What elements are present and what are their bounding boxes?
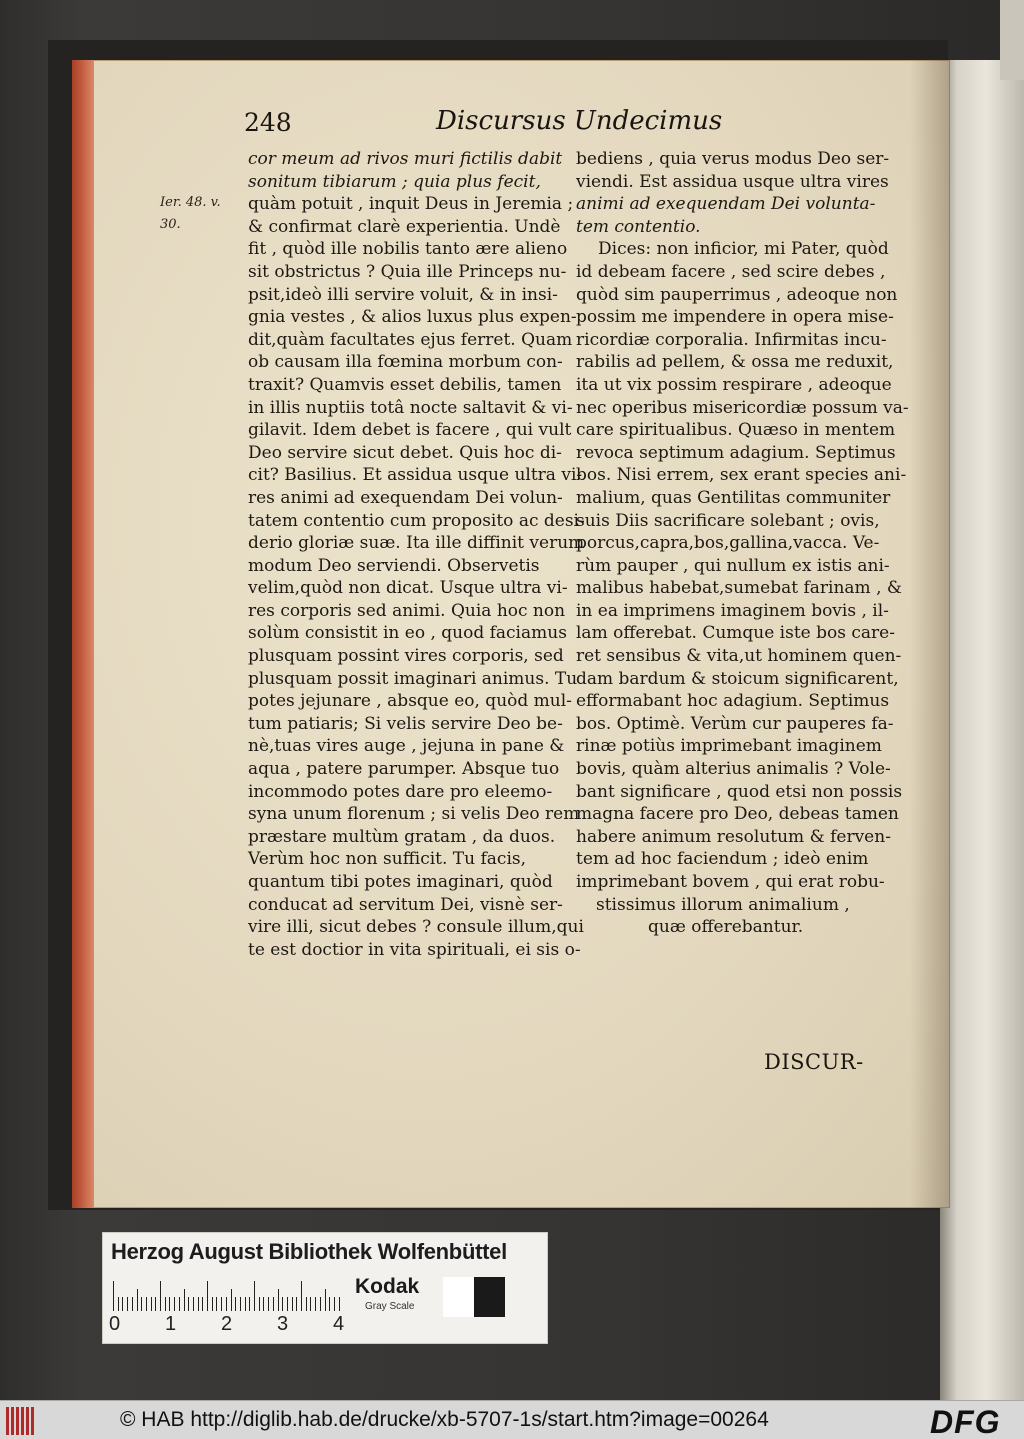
logo-bar xyxy=(6,1407,9,1435)
text-line: velim,quòd non dicat. Usque ultra vi- xyxy=(248,578,568,599)
text-line: ricordiæ corporalia. Infirmitas incu- xyxy=(576,329,887,350)
text-line: animi ad exequendam Dei volunta- xyxy=(576,194,876,215)
ruler-tick xyxy=(235,1297,236,1311)
ruler-tick xyxy=(320,1297,321,1311)
text-line: bovis, quàm alterius animalis ? Vole- xyxy=(576,759,891,780)
ruler-tick xyxy=(310,1297,311,1311)
text-line: psit,ideò illi servire voluit, & in insi- xyxy=(248,284,558,305)
kodak-brand: Kodak xyxy=(355,1275,420,1298)
white-swatch xyxy=(443,1277,474,1317)
card-title: Herzog August Bibliothek Wolfenbüttel xyxy=(111,1239,507,1264)
text-line: malium, quas Gentilitas communiter xyxy=(576,487,891,508)
text-line: ob causam illa fœmina morbum con- xyxy=(248,352,563,373)
text-line: sonitum tibiarum ; quia plus fecit, xyxy=(248,171,541,192)
text-line: efformabant hoc adagium. Septimus xyxy=(576,691,890,712)
margin-note xyxy=(160,192,221,236)
ruler-tick xyxy=(339,1297,340,1311)
left-column xyxy=(248,148,585,961)
margin-note-line: 30. xyxy=(160,217,181,232)
text-line: aqua , patere parumper. Absque tuo xyxy=(248,759,560,780)
ruler-tick xyxy=(268,1297,269,1311)
text-line: potes jejunare , absque eo, quòd mul- xyxy=(248,691,572,712)
ruler-tick xyxy=(259,1297,260,1311)
ruler-tick xyxy=(231,1289,232,1311)
ruler-number: 0 xyxy=(109,1313,121,1335)
text-line: nec operibus misericordiæ possum va- xyxy=(576,397,909,418)
text-line: viendi. Est assidua usque ultra vires xyxy=(576,171,889,192)
text-line: syna unum florenum ; si velis Deo rem xyxy=(248,804,580,825)
text-line: sit obstrictus ? Quia ille Princeps nu- xyxy=(248,261,567,282)
logo-bar xyxy=(11,1407,14,1435)
ruler-tick xyxy=(202,1297,203,1311)
ruler-tick xyxy=(179,1297,180,1311)
text-line: lam offerebat. Cumque iste bos care- xyxy=(576,623,895,644)
ruler-tick xyxy=(287,1297,288,1311)
ruler-tick xyxy=(169,1297,170,1311)
ruler-tick xyxy=(151,1297,152,1311)
ruler-numbers xyxy=(109,1313,349,1339)
ruler-tick xyxy=(198,1297,199,1311)
text-line: porcus,capra,bos,gallina,vacca. Ve- xyxy=(576,533,880,554)
black-swatch xyxy=(474,1277,505,1317)
ruler-tick xyxy=(188,1297,189,1311)
ruler-tick xyxy=(245,1297,246,1311)
text-line: Verùm hoc non sufficit. Tu facis, xyxy=(248,849,527,870)
text-line: tem contentio. xyxy=(576,216,701,237)
text-line: ret sensibus & vita,ut hominem quen- xyxy=(576,646,902,667)
text-line: gilavit. Idem debet is facere , qui vult xyxy=(248,420,572,441)
text-line: tem ad hoc faciendum ; ideò enim xyxy=(576,849,869,870)
logo-bar xyxy=(31,1407,34,1435)
ruler-tick xyxy=(132,1297,133,1311)
text-line: conducat ad servitum Dei, visnè ser- xyxy=(248,894,563,915)
text-line: derio gloriæ suæ. Ita ille diffinit verum xyxy=(248,533,585,554)
text-line: rùm pauper , qui nullum ex istis ani- xyxy=(576,555,890,576)
right-page-stack xyxy=(940,60,1024,1400)
text-line: traxit? Quamvis esset debilis, tamen xyxy=(248,374,562,395)
ruler-tick xyxy=(207,1281,208,1311)
text-line: quæ offerebantur. xyxy=(648,917,804,938)
ruler-tick xyxy=(249,1297,250,1311)
page-number: 248 xyxy=(244,108,292,137)
page-gutter-shadow xyxy=(910,60,950,1208)
page-red-edge xyxy=(72,60,94,1208)
text-line: bos. Nisi errem, sex erant species ani- xyxy=(576,465,907,486)
ruler-tick xyxy=(113,1281,114,1311)
text-line: quantum tibi potes imaginari, quòd xyxy=(248,872,553,892)
text-line: quòd sim pauperrimus , adeoque non xyxy=(576,284,898,305)
text-line: plusquam possit imaginari animus. Tu xyxy=(248,668,578,689)
text-line: dam bardum & stoicum significarent, xyxy=(576,668,899,689)
text-line: incommodo potes dare pro eleemo- xyxy=(248,781,553,802)
ruler-tick xyxy=(155,1297,156,1311)
text-line: suis Diis sacrificare solebant ; ovis, xyxy=(576,510,880,531)
ruler-tick xyxy=(184,1289,185,1311)
ruler-tick xyxy=(118,1297,119,1311)
ruler-tick xyxy=(292,1297,293,1311)
gray-scale-ruler xyxy=(113,1277,345,1311)
ruler-tick xyxy=(174,1297,175,1311)
ruler-tick xyxy=(165,1297,166,1311)
text-line: id debeam facere , sed scire debes , xyxy=(576,261,886,282)
text-line: bant significare , quod etsi non possis xyxy=(576,781,903,802)
text-line: præstare multùm gratam , da duos. xyxy=(248,826,556,847)
text-line: tatem contentio cum proposito ac desi- xyxy=(248,510,585,531)
ruler-tick xyxy=(306,1297,307,1311)
footer-copyright-link[interactable]: © HAB http://diglib.hab.de/drucke/xb-5707-1s/start.htm?image=00264 xyxy=(120,1408,769,1431)
ruler-tick xyxy=(122,1297,123,1311)
dfg-logo: DFG xyxy=(930,1404,1001,1439)
text-line: stissimus illorum animalium , xyxy=(596,894,850,915)
ruler-tick xyxy=(329,1297,330,1311)
right-edge-strip xyxy=(1000,0,1024,80)
text-line: nè,tuas vires auge , jejuna in pane & xyxy=(248,736,565,757)
text-line: rinæ potiùs imprimebant imaginem xyxy=(576,736,882,757)
logo-bar xyxy=(21,1407,24,1435)
text-line: in illis nuptiis totâ nocte saltavit & vi- xyxy=(248,397,573,418)
ruler-tick xyxy=(226,1297,227,1311)
ruler-tick xyxy=(282,1297,283,1311)
text-line: in ea imprimens imaginem bovis , il- xyxy=(576,600,889,621)
kodak-subtitle: Gray Scale xyxy=(365,1301,415,1312)
text-line: cor meum ad rivos muri fictilis dabit xyxy=(248,149,563,169)
ruler-tick xyxy=(127,1297,128,1311)
text-line: imprimebant bovem , qui erat robu- xyxy=(576,872,885,892)
text-line: rabilis ad pellem, & ossa me reduxit, xyxy=(576,352,894,373)
text-line: solùm consistit in eo , quod faciamus xyxy=(248,623,567,644)
ruler-tick xyxy=(212,1297,213,1311)
ruler-number: 1 xyxy=(165,1313,177,1335)
ruler-tick xyxy=(263,1297,264,1311)
ruler-tick xyxy=(278,1289,279,1311)
running-head: Discursus Undecimus xyxy=(436,106,723,136)
kodak-color-card xyxy=(102,1232,548,1344)
text-line: modum Deo serviendi. Observetis xyxy=(248,555,540,576)
ruler-tick xyxy=(273,1297,274,1311)
text-line: revoca septimum adagium. Septimus xyxy=(576,442,896,463)
ruler-tick xyxy=(137,1289,138,1311)
logo-bar xyxy=(16,1407,19,1435)
ruler-tick xyxy=(221,1297,222,1311)
right-column xyxy=(576,148,909,939)
ruler-tick xyxy=(301,1281,302,1311)
footer-bar xyxy=(0,1400,1024,1439)
text-line: habere animum resolutum & ferven- xyxy=(576,826,891,847)
ruler-number: 2 xyxy=(221,1313,233,1335)
ruler-number: 4 xyxy=(333,1313,345,1335)
text-line: fit , quòd ille nobilis tanto ære alieno xyxy=(248,239,568,260)
ruler-tick xyxy=(296,1297,297,1311)
catch-word: DISCUR- xyxy=(764,1050,864,1074)
ruler-tick xyxy=(160,1281,161,1311)
text-line: dit,quàm facultates ejus ferret. Quam xyxy=(248,329,573,350)
ruler-tick xyxy=(254,1281,255,1311)
hab-bars-icon xyxy=(6,1407,34,1435)
text-line: bos. Optimè. Verùm cur pauperes fa- xyxy=(576,713,894,734)
text-line: quàm potuit , inquit Deus in Jeremia ; xyxy=(248,194,574,215)
text-line: Dices: non inficior, mi Pater, quòd xyxy=(598,239,889,260)
text-line: res corporis sed animi. Quia hoc non xyxy=(248,600,566,621)
text-line: care spiritualibus. Quæso in mentem xyxy=(576,420,896,441)
margin-note-line: Ier. 48. v. xyxy=(160,195,221,210)
text-line: res animi ad exequendam Dei volun- xyxy=(248,487,563,508)
text-line: magna facere pro Deo, debeas tamen xyxy=(576,804,899,825)
gray-swatches xyxy=(443,1277,505,1317)
ruler-tick xyxy=(146,1297,147,1311)
ruler-tick xyxy=(193,1297,194,1311)
text-line: gnia vestes , & alios luxus plus expen- xyxy=(248,307,577,328)
ruler-tick xyxy=(334,1297,335,1311)
text-line: bediens , quia verus modus Deo ser- xyxy=(576,149,890,169)
ruler-tick xyxy=(141,1297,142,1311)
text-line: plusquam possint vires corporis, sed xyxy=(248,646,564,667)
ruler-tick xyxy=(216,1297,217,1311)
text-line: ita ut vix possim respirare , adeoque xyxy=(576,374,892,395)
ruler-tick xyxy=(325,1289,326,1311)
text-line: tum patiaris; Si velis servire Deo be- xyxy=(248,713,563,734)
ruler-tick xyxy=(240,1297,241,1311)
logo-bar xyxy=(26,1407,29,1435)
text-line: malibus habebat,sumebat farinam , & xyxy=(576,578,903,599)
text-line: & confirmat clarè experientia. Undè xyxy=(248,216,561,237)
text-line: cit? Basilius. Et assidua usque ultra vi- xyxy=(248,465,583,486)
text-line: possim me impendere in opera mise- xyxy=(576,307,894,328)
text-line: Deo servire sicut debet. Quis hoc di- xyxy=(248,442,562,463)
ruler-number: 3 xyxy=(277,1313,289,1335)
text-line: te est doctior in vita spirituali, ei sis o- xyxy=(248,939,581,960)
text-line: vire illi, sicut debes ? consule illum,qui xyxy=(248,917,584,938)
ruler-tick xyxy=(315,1297,316,1311)
